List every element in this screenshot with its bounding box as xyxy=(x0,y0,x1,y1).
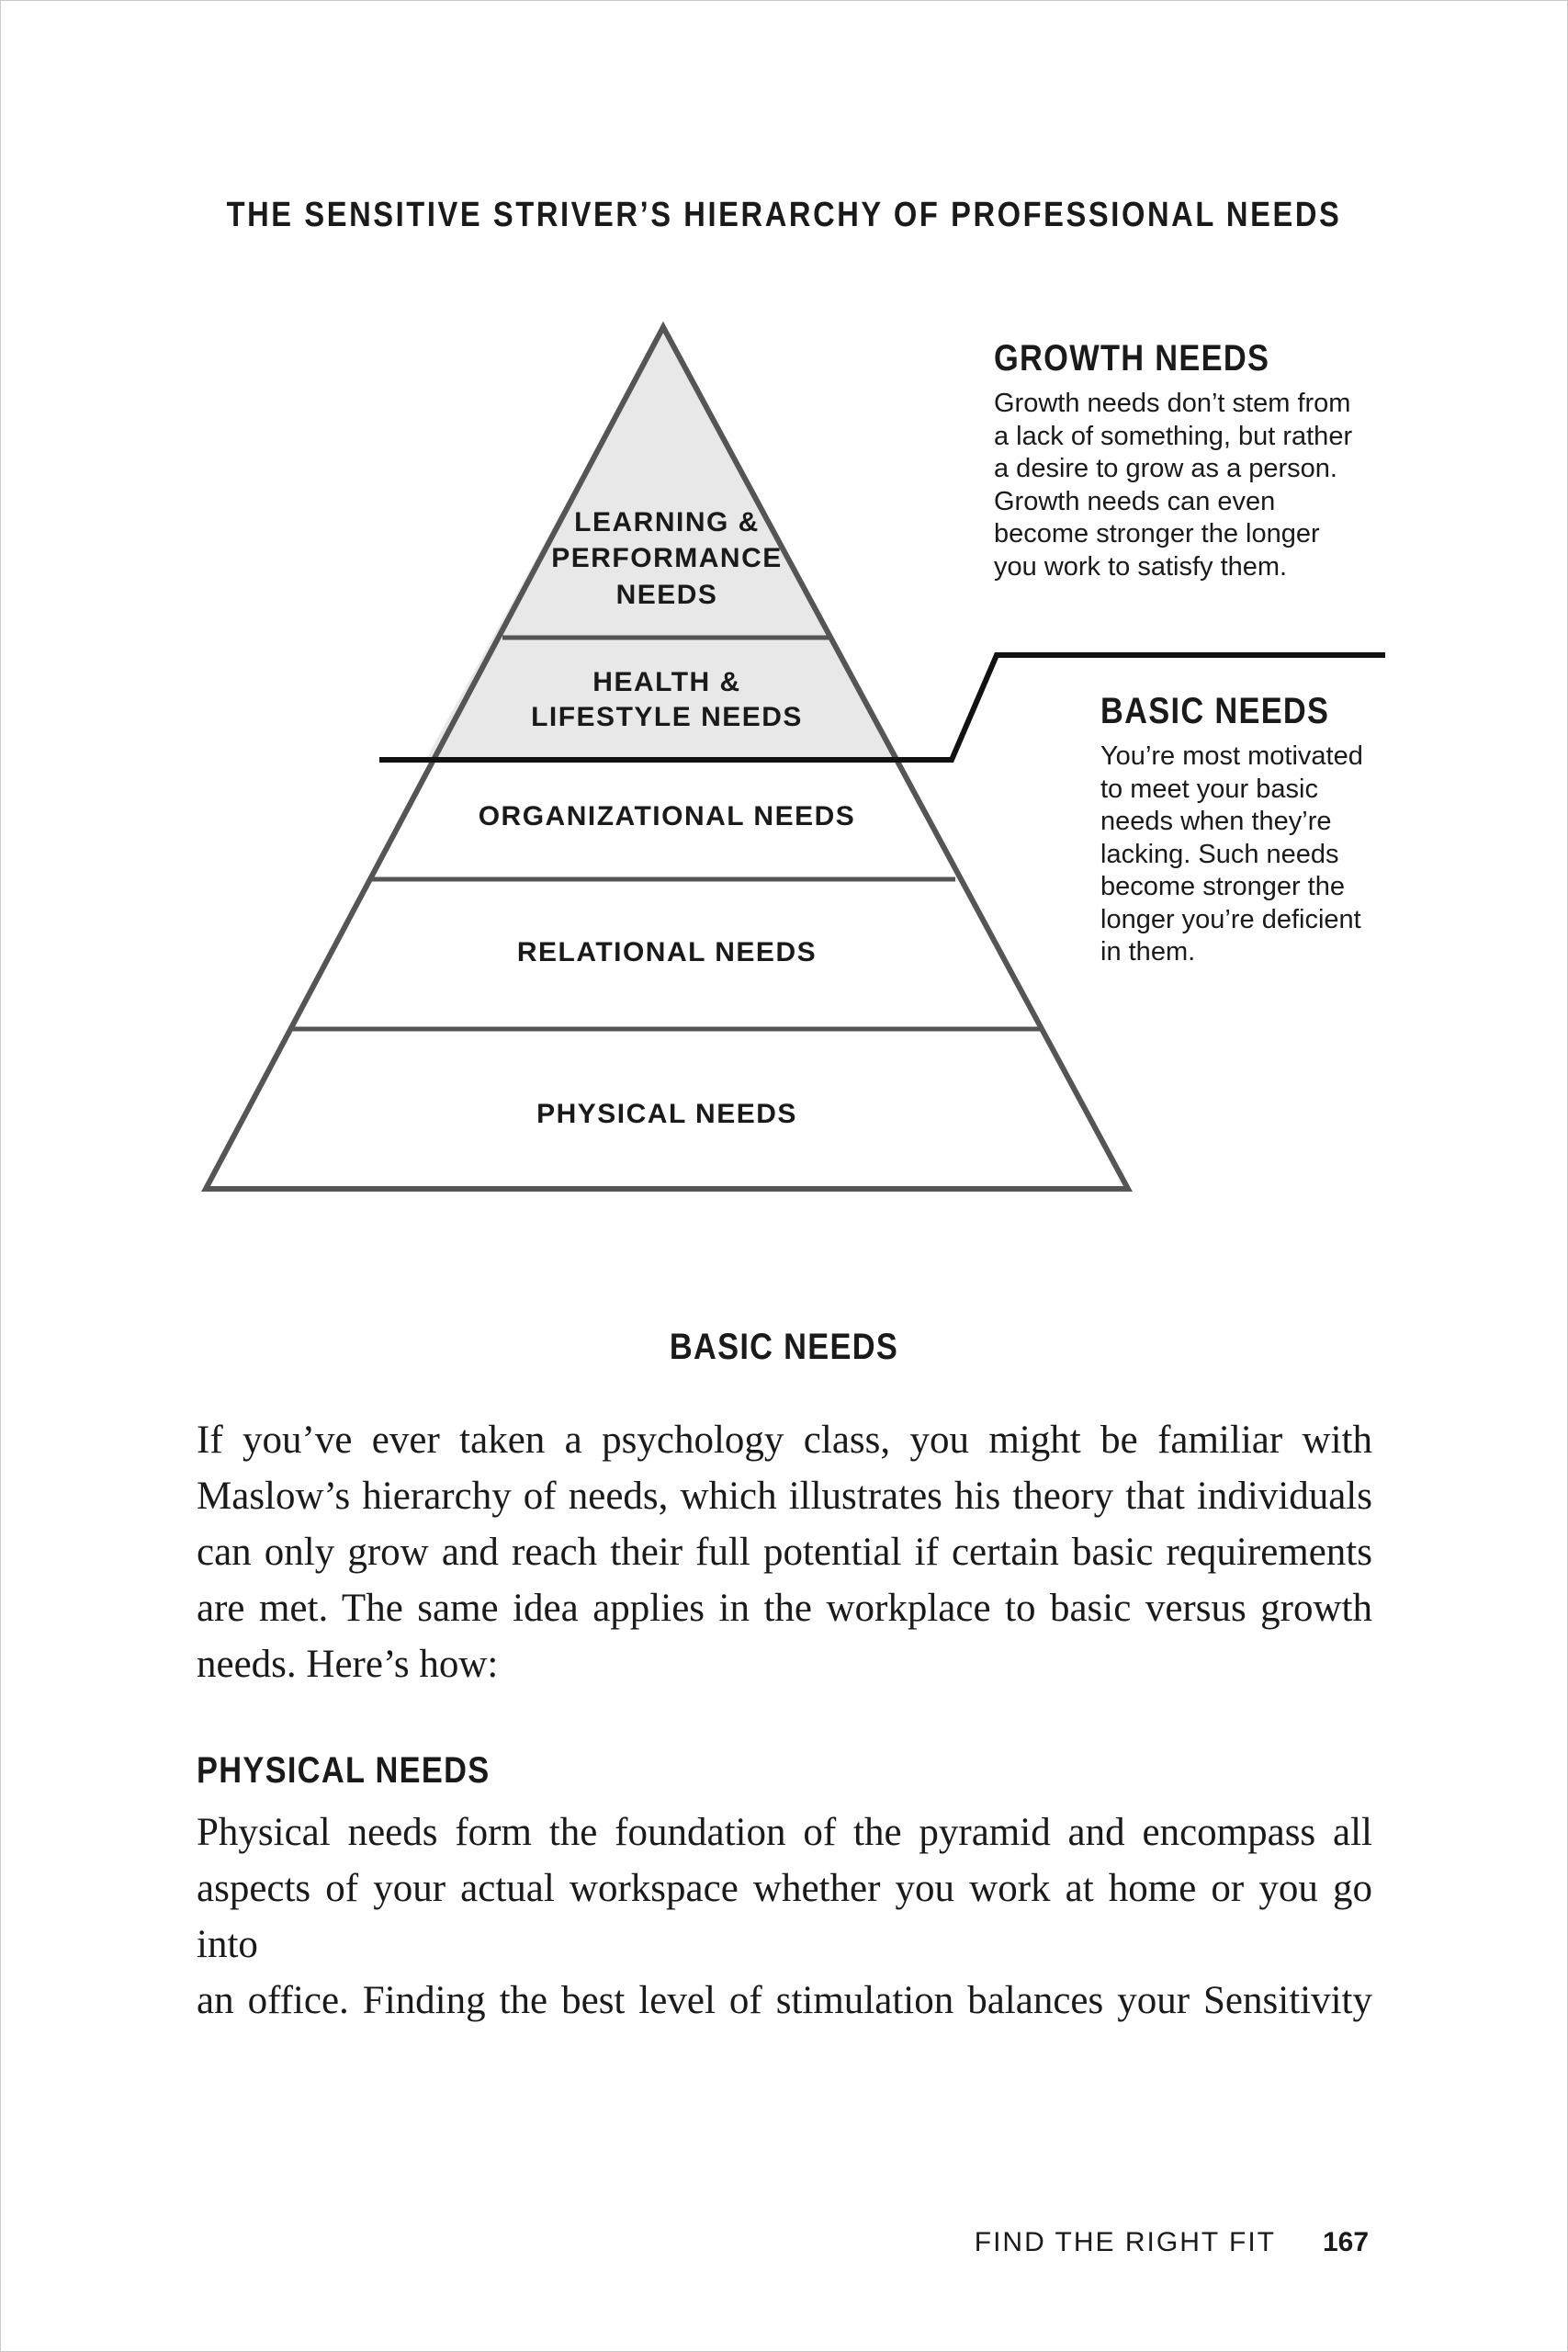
paragraph-line: Physical needs form the foundation of the pyramid and encompass all xyxy=(197,1811,1372,1854)
paragraph-line: can only grow and reach their full potential if certain basic requirements xyxy=(197,1531,1372,1574)
basic-line: in them. xyxy=(1100,937,1196,967)
tier-physical: PHYSICAL NEEDS xyxy=(536,1099,797,1129)
growth-needs-title: GROWTH NEEDS xyxy=(994,338,1270,379)
figure-title: THE SENSITIVE STRIVER’S HIERARCHY OF PROFESSIONAL NEEDS xyxy=(226,196,1342,234)
paragraph-line: Maslow’s hierarchy of needs, which illustrates his theory that individuals xyxy=(197,1475,1372,1518)
growth-line: Growth needs don’t stem from xyxy=(994,389,1351,418)
growth-needs-description xyxy=(994,388,1352,583)
paragraph-line: aspects of your actual workspace whether you work at home or you go into xyxy=(197,1867,1372,1966)
physical-needs-paragraph xyxy=(197,1804,1372,2029)
tier-learning-line-1: LEARNING & xyxy=(574,507,760,537)
tier-health-line-1: HEALTH & xyxy=(592,667,741,697)
tier-learning-line-2: PERFORMANCE xyxy=(551,543,783,573)
growth-line: a desire to grow as a person. xyxy=(994,454,1337,483)
paragraph-line: are met. The same idea applies in the workplace to basic versus growth xyxy=(197,1587,1372,1630)
growth-line: a lack of something, but rather xyxy=(994,421,1353,451)
page-number: 167 xyxy=(1323,2227,1370,2257)
basic-line: longer you’re deficient xyxy=(1100,904,1361,934)
running-footer: FIND THE RIGHT FIT xyxy=(974,2227,1276,2257)
basic-needs-description xyxy=(1100,741,1363,969)
paragraph-line: an office. Finding the best level of stimulation balances your Sensitivity xyxy=(197,1979,1372,2022)
tier-learning-line-3: NEEDS xyxy=(615,580,718,610)
basic-line: needs when they’re xyxy=(1100,807,1332,836)
paragraph-line: If you’ve ever taken a psychology class, you might be familiar with xyxy=(197,1419,1372,1462)
basic-line: to meet your basic xyxy=(1100,774,1318,804)
tier-health-line-2: LIFESTYLE NEEDS xyxy=(531,702,803,732)
paragraph-line: needs. Here’s how: xyxy=(197,1643,499,1686)
section-heading-basic-needs: BASIC NEEDS xyxy=(669,1327,899,1367)
tier-organizational: ORGANIZATIONAL NEEDS xyxy=(478,801,856,831)
basic-line: lacking. Such needs xyxy=(1100,839,1339,869)
intro-paragraph xyxy=(197,1412,1372,1692)
basic-line: You’re most motivated xyxy=(1100,741,1363,771)
basic-needs-title: BASIC NEEDS xyxy=(1100,691,1330,731)
growth-line: you work to satisfy them. xyxy=(994,551,1288,582)
tier-relational: RELATIONAL NEEDS xyxy=(516,937,818,967)
physical-needs-heading: PHYSICAL NEEDS xyxy=(197,1750,491,1791)
growth-line: become stronger the longer xyxy=(994,519,1320,548)
basic-line: become stronger the xyxy=(1100,872,1345,901)
growth-line: Growth needs can even xyxy=(994,486,1276,516)
